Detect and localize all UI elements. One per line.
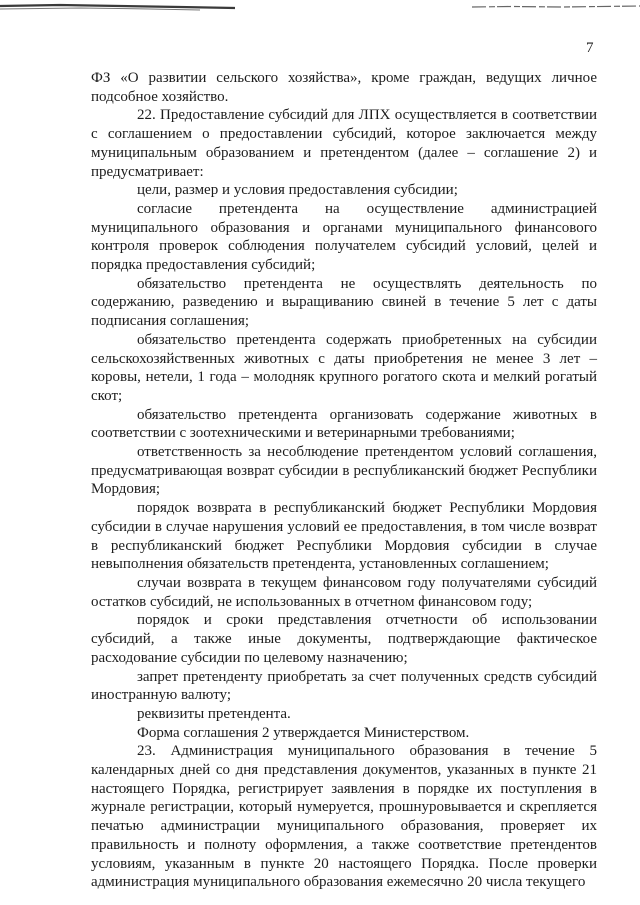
scan-artifact-top-left [0, 0, 235, 12]
paragraph: запрет претенденту приобретать за счет полученных средств субсидий иностранную валюту; [91, 668, 597, 704]
paragraph: обязательство претендента содержать приобретенных на субсидии сельскохозяйственных животных с даты приобретения не менее 3 лет – коровы, нетели, 1 года – молодняк крупного рогатого скота и мелкий рогатый скот; [91, 331, 597, 404]
paragraph: реквизиты претендента. [137, 705, 291, 722]
paragraph: 22. Предоставление субсидий для ЛПХ осуществляется в соответствии с соглашением о предоставлении субсидий, которое заключается между муниципальным образованием и претендентом (далее – соглашение 2) и предусматривает: [91, 107, 597, 180]
document-body [91, 69, 597, 892]
scan-artifact-top-right [472, 2, 640, 12]
paragraph: ответственность за несоблюдение претендентом условий соглашения, предусматривающая возврат субсидии в республиканский бюджет Республики Мордовия; [91, 444, 597, 498]
paragraph: обязательство претендента не осуществлять деятельность по содержанию, разведению и выращиванию свиней в течение 5 лет с даты подписания соглашения; [91, 275, 597, 330]
paragraph: случаи возврата в текущем финансовом году получателями субсидий остатков субсидий, не использованных в отчетном финансовом году; [91, 574, 597, 610]
paragraph: порядок возврата в республиканский бюджет Республики Мордовия субсидии в случае нарушения условий ее предоставления, в том числе возврат в республиканский бюджет Республики Мордовия субсидии в случае невыполнения обязательств претендента, установленных соглашением; [91, 500, 597, 573]
page-number: 7 [586, 40, 594, 56]
paragraph: 23. Администрация муниципального образования в течение 5 календарных дней со дня представления документов, указанных в пункте 21 настоящего Порядка, регистрирует заявления в порядке их поступления в журнале регистрации, который нумеруется, прошнуровывается и скрепляется печатью администрации муниципального образования, проверяет их правильность и полноту оформления, а также соответствие претендентов условиям, указанным в пункте 20 настоящего Порядка. После проверки администрация муниципального образования ежемесячно 20 числа текущего [91, 743, 597, 891]
paragraph: ФЗ «О развитии сельского хозяйства», кроме граждан, ведущих личное подсобное хозяйство. [91, 70, 597, 105]
paragraph: согласие претендента на осуществление администрацией муниципального образования и органами муниципального финансового контроля проверок соблюдения получателем субсидий условий, целей и порядка предоставления субсидий; [91, 200, 597, 274]
paragraph: обязательство претендента организовать содержание животных в соответствии с зоотехническими и ветеринарными требованиями; [91, 406, 597, 442]
paragraph: порядок и сроки представления отчетности об использовании субсидий, а также иные документы, подтверждающие фактическое расходование субсидии по целевому назначению; [91, 612, 597, 666]
paragraph: Форма соглашения 2 утверждается Министерством. [137, 724, 470, 741]
paragraph: цели, размер и условия предоставления субсидии; [137, 182, 458, 199]
